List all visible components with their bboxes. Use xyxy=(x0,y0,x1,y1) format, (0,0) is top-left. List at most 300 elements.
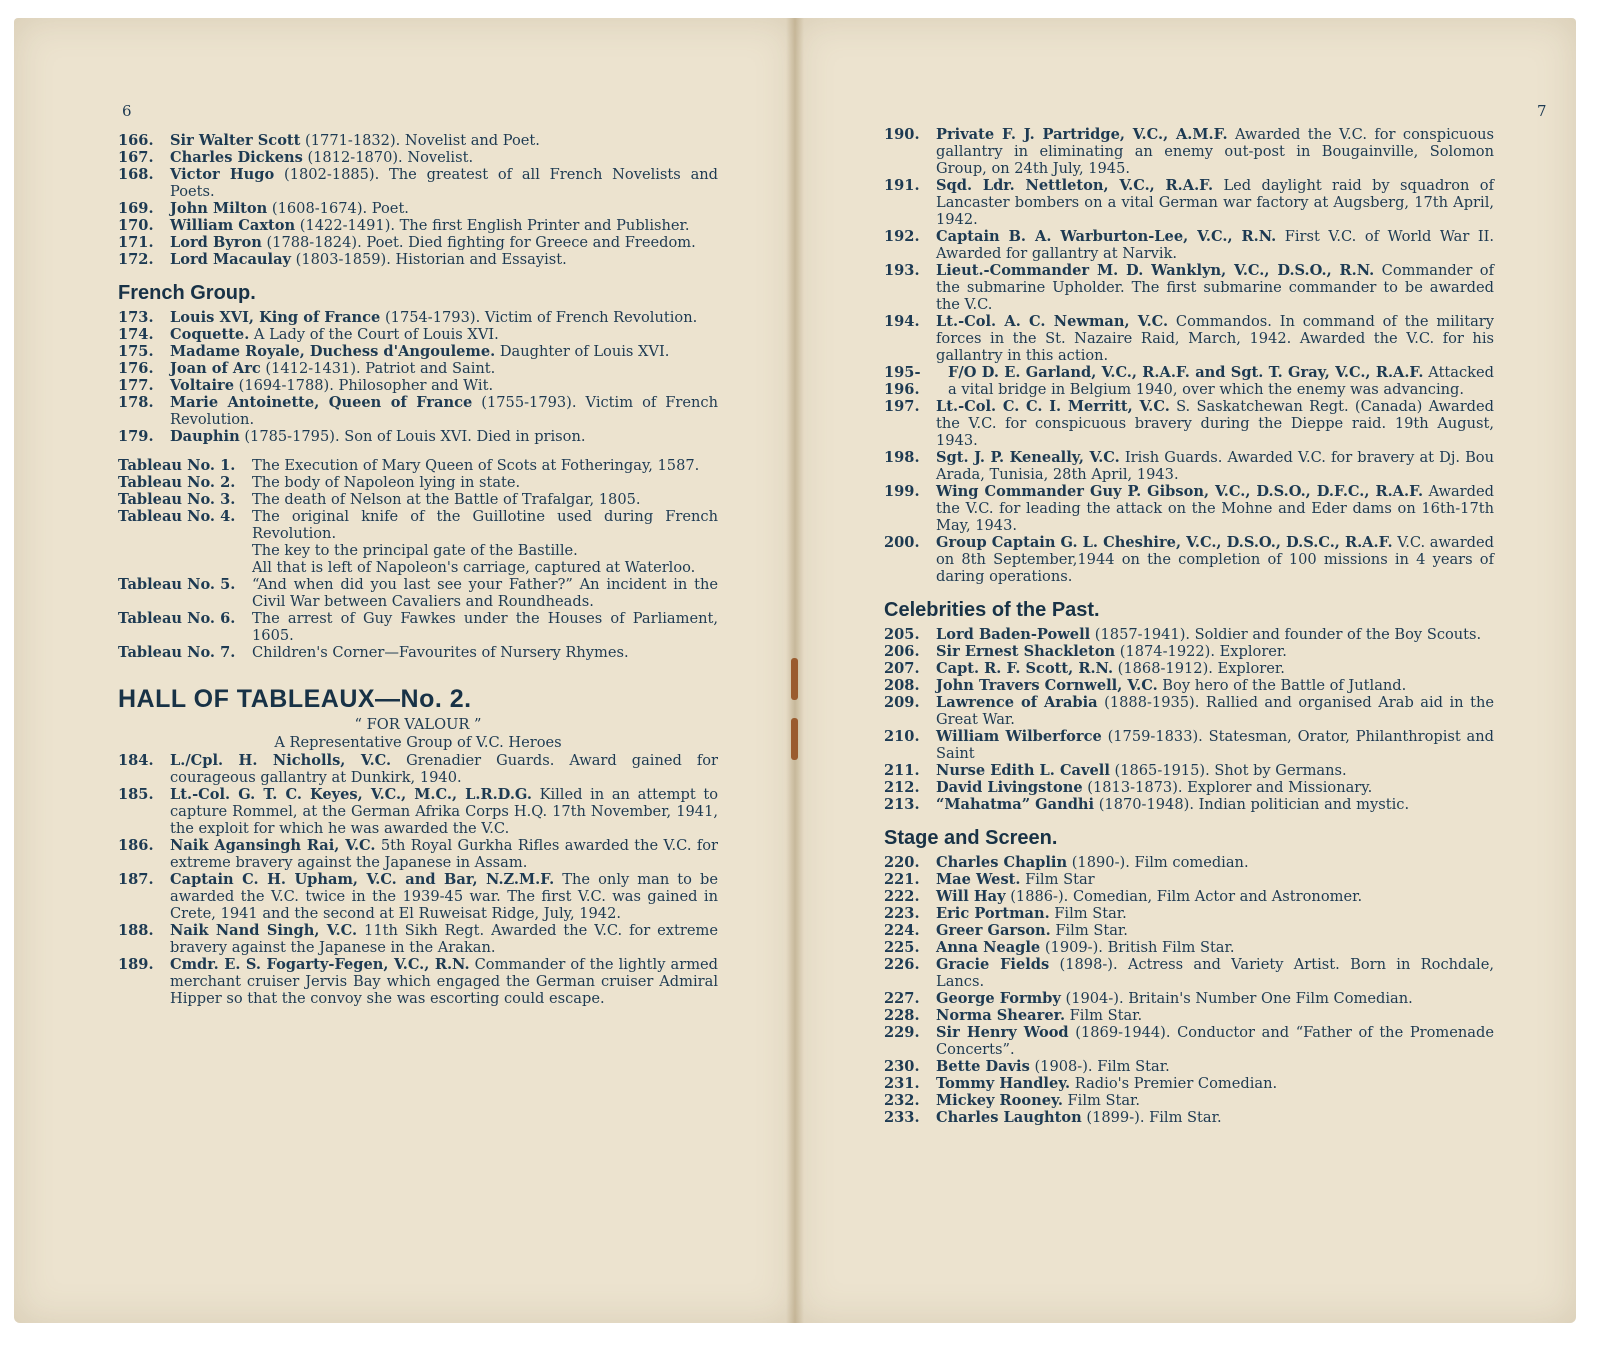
list-item xyxy=(884,728,1494,762)
item-number: 199. xyxy=(884,483,920,500)
item-name: Lt.-Col. A. C. Newman, V.C. xyxy=(936,313,1169,330)
item-text xyxy=(936,871,1494,888)
list-item xyxy=(884,779,1494,796)
item-name: Sir Ernest Shackleton xyxy=(936,643,1116,660)
item-name: Naik Agansingh Rai, V.C. xyxy=(170,837,376,854)
item-text xyxy=(170,377,718,394)
item-number: 228. xyxy=(884,1007,920,1024)
item-name: Naik Nand Singh, V.C. xyxy=(170,922,358,939)
item-number: 198. xyxy=(884,449,920,466)
item-description: (1755-1793). Victim of French Revolution. xyxy=(170,394,718,428)
item-description: Film Star. xyxy=(1049,905,1127,922)
list-item xyxy=(118,837,718,871)
list-item xyxy=(118,377,718,394)
item-number: 167. xyxy=(118,149,154,166)
item-text xyxy=(170,752,718,786)
list-item xyxy=(118,251,718,268)
item-number: 229. xyxy=(884,1024,920,1041)
list-item xyxy=(118,956,718,1007)
tableau-text: The arrest of Guy Fawkes under the Houses of Parliament, 1605. xyxy=(252,610,718,644)
item-number: 208. xyxy=(884,677,920,694)
item-description: (1870-1948). Indian politician and mystic. xyxy=(1094,796,1410,813)
item-text xyxy=(170,837,718,871)
item-description: Commander of the lightly armed merchant cruiser Jervis Bay which engaged the German cruiser Admiral Hipper so that the convoy she was escorting could escape. xyxy=(170,956,719,1007)
item-name: Eric Portman. xyxy=(936,905,1050,922)
item-text xyxy=(936,177,1494,228)
item-number: 170. xyxy=(118,217,154,234)
list-item xyxy=(884,626,1494,643)
tableau-label: Tableau No. 4. xyxy=(118,508,236,525)
list-item xyxy=(118,234,718,251)
list-item xyxy=(884,905,1494,922)
item-name: William Caxton xyxy=(170,217,296,234)
item-name: Lt.-Col. G. T. C. Keyes, V.C., M.C., L.R.D.G. xyxy=(170,786,532,803)
item-name: Marie Antoinette, Queen of France xyxy=(170,394,473,411)
item-name: Coquette. xyxy=(170,326,250,343)
item-name: Charles Dickens xyxy=(170,149,303,166)
item-text xyxy=(170,132,718,149)
tableau-item xyxy=(118,457,718,474)
list-item xyxy=(884,888,1494,905)
tableau-text: The Execution of Mary Queen of Scots at Fotheringay, 1587. xyxy=(252,457,700,474)
list-item xyxy=(118,217,718,234)
french-group-heading: French Group. xyxy=(118,282,256,304)
item-number: 187. xyxy=(118,871,154,888)
item-name: Private F. J. Partridge, V.C., A.M.F. xyxy=(936,126,1228,143)
item-text xyxy=(170,234,718,251)
item-text xyxy=(936,677,1494,694)
item-name: Voltaire xyxy=(170,377,234,394)
item-description: (1890-). Film comedian. xyxy=(1067,854,1249,871)
item-number: 205. xyxy=(884,626,920,643)
item-name: John Travers Cornwell, V.C. xyxy=(936,677,1158,694)
tableau-label: Tableau No. 2. xyxy=(118,474,236,491)
list-item xyxy=(884,398,1494,449)
list-item xyxy=(884,694,1494,728)
item-number: 209. xyxy=(884,694,920,711)
item-name: Lord Macaulay xyxy=(170,251,292,268)
item-text xyxy=(936,888,1494,905)
item-name: Sir Henry Wood xyxy=(936,1024,1069,1041)
item-text xyxy=(936,922,1494,939)
item-text xyxy=(170,309,718,326)
item-text xyxy=(936,1109,1494,1126)
item-name: Wing Commander Guy P. Gibson, V.C., D.S.O., D.F.C., R.A.F. xyxy=(936,483,1424,500)
item-description: (1909-). British Film Star. xyxy=(1040,939,1235,956)
list-item xyxy=(118,394,718,428)
vc-list-right xyxy=(884,126,1494,585)
item-number: 225. xyxy=(884,939,920,956)
item-number: 184. xyxy=(118,752,154,769)
item-number: 206. xyxy=(884,643,920,660)
tableau-item xyxy=(118,474,718,491)
list-item xyxy=(884,126,1494,177)
item-number: 191. xyxy=(884,177,920,194)
item-text xyxy=(936,534,1494,585)
item-text xyxy=(936,1075,1494,1092)
list-item xyxy=(118,326,718,343)
item-name: Lawrence of Arabia xyxy=(936,694,1098,711)
list-item xyxy=(884,534,1494,585)
item-name: Lieut.-Commander M. D. Wanklyn, V.C., D.S.O., R.N. xyxy=(936,262,1375,279)
item-description: Led daylight raid by squadron of Lancaster bombers on a vital German war factory at Augsberg, 17th April, 1942. xyxy=(936,177,1494,228)
list-item xyxy=(884,1109,1494,1126)
item-name: Captain C. H. Upham, V.C. and Bar, N.Z.M.F. xyxy=(170,871,555,888)
list-item xyxy=(884,762,1494,779)
item-description: (1759-1833). Statesman, Orator, Philanthropist and Saint xyxy=(936,728,1494,762)
stage-list xyxy=(884,854,1494,1126)
item-name: Joan of Arc xyxy=(170,360,261,377)
tableau-item xyxy=(118,491,718,508)
item-description: Awarded the V.C. for conspicuous gallantry in eliminating an enemy out-post in Bougainville, Solomon Group, on 24th July, 1945. xyxy=(936,126,1494,177)
item-description: (1422-1491). The first English Printer and Publisher. xyxy=(295,217,690,234)
item-number: 176. xyxy=(118,360,154,377)
item-text xyxy=(170,871,718,922)
item-text xyxy=(170,922,718,956)
item-description: Killed in an attempt to capture Rommel, at the German Afrika Corps H.Q. 17th November, 1941, the exploit for which he was awarded the V.C. xyxy=(170,786,718,837)
item-text xyxy=(948,364,1494,398)
item-number: 193. xyxy=(884,262,920,279)
item-number: 194. xyxy=(884,313,920,330)
list-item xyxy=(884,449,1494,483)
list-item xyxy=(884,660,1494,677)
item-description: (1812-1870). Novelist. xyxy=(302,149,474,166)
item-number: 233. xyxy=(884,1109,920,1126)
item-description: Boy hero of the Battle of Jutland. xyxy=(1157,677,1407,694)
item-number: 207. xyxy=(884,660,920,677)
item-text xyxy=(170,166,718,200)
item-text xyxy=(936,313,1494,364)
item-name: Group Captain G. L. Cheshire, V.C., D.S.O., D.S.C., R.A.F. xyxy=(936,534,1393,551)
item-name: “Mahatma” Gandhi xyxy=(936,796,1095,813)
item-number: 200. xyxy=(884,534,920,551)
tableau-label: Tableau No. 3. xyxy=(118,491,236,508)
item-description: (1908-). Film Star. xyxy=(1029,1058,1170,1075)
item-name: Mickey Rooney. xyxy=(936,1092,1063,1109)
tableaux-list-b xyxy=(118,576,718,661)
item-number: 231. xyxy=(884,1075,920,1092)
item-name: L./Cpl. H. Nicholls, V.C. xyxy=(170,752,392,769)
item-number: 192. xyxy=(884,228,920,245)
booklet-spread xyxy=(14,18,1576,1323)
item-name: Sqd. Ldr. Nettleton, V.C., R.A.F. xyxy=(936,177,1214,194)
list-item xyxy=(884,1058,1494,1075)
celebrities-list xyxy=(884,626,1494,813)
item-description: Film Star. xyxy=(1065,1007,1143,1024)
item-text xyxy=(936,1058,1494,1075)
item-number: 195-196. xyxy=(884,364,921,398)
list-item xyxy=(118,149,718,166)
list-item xyxy=(118,166,718,200)
list-item xyxy=(118,200,718,217)
item-text xyxy=(936,626,1494,643)
item-description: 11th Sikh Regt. Awarded the V.C. for extreme bravery against the Japanese in the Arakan. xyxy=(170,922,718,956)
list-item xyxy=(118,871,718,922)
item-name: David Livingstone xyxy=(936,779,1083,796)
item-description: Commander of the submarine Upholder. The first submarine commander to be awarded the V.C. xyxy=(936,262,1494,313)
item-number: 169. xyxy=(118,200,154,217)
item-description: (1694-1788). Philosopher and Wit. xyxy=(233,377,494,394)
page-number-left: 6 xyxy=(122,102,132,120)
item-number: 166. xyxy=(118,132,154,149)
item-number: 179. xyxy=(118,428,154,445)
list-item xyxy=(118,752,718,786)
item-text xyxy=(936,1007,1494,1024)
list-item xyxy=(884,796,1494,813)
list-item xyxy=(884,1024,1494,1058)
list-item xyxy=(884,483,1494,534)
tableau-item xyxy=(118,644,718,661)
item-name: Sir Walter Scott xyxy=(170,132,301,149)
item-number: 230. xyxy=(884,1058,920,1075)
item-description: V.C. awarded on 8th September,1944 on the completion of 100 missions in 4 years of daring operations. xyxy=(936,534,1494,585)
list-item xyxy=(118,922,718,956)
item-description: Awarded the V.C. for leading the attack on the Mohne and Eder dams on 16th-17th May, 1943. xyxy=(936,483,1494,534)
item-text xyxy=(170,360,718,377)
list-item xyxy=(884,956,1494,990)
item-number: 221. xyxy=(884,871,920,888)
item-text xyxy=(170,394,718,428)
item-number: 232. xyxy=(884,1092,920,1109)
item-number: 220. xyxy=(884,854,920,871)
item-text xyxy=(936,956,1494,990)
item-number: 213. xyxy=(884,796,920,813)
list-item xyxy=(884,939,1494,956)
list-item xyxy=(884,871,1494,888)
item-number: 226. xyxy=(884,956,920,973)
list-item xyxy=(118,786,718,837)
item-description: (1869-1944). Conductor and “Father of the Promenade Concerts”. xyxy=(936,1024,1494,1058)
tableau-text: The death of Nelson at the Battle of Trafalgar, 1805. xyxy=(252,491,641,508)
list-item xyxy=(884,677,1494,694)
item-number: 210. xyxy=(884,728,920,745)
list-item xyxy=(884,854,1494,871)
item-description: (1754-1793). Victim of French Revolution. xyxy=(380,309,698,326)
item-name: Lord Byron xyxy=(170,234,262,251)
item-text xyxy=(936,779,1494,796)
item-name: Captain B. A. Warburton-Lee, V.C., R.N. xyxy=(936,228,1277,245)
item-text xyxy=(936,762,1494,779)
item-name: William Wilberforce xyxy=(936,728,1102,745)
item-description: First V.C. of World War II. Awarded for gallantry at Narvik. xyxy=(936,228,1494,262)
item-number: 212. xyxy=(884,779,920,796)
item-number: 223. xyxy=(884,905,920,922)
item-text xyxy=(936,228,1494,262)
item-text xyxy=(936,939,1494,956)
list-item xyxy=(118,309,718,326)
item-text xyxy=(170,200,718,217)
item-name: Norma Shearer. xyxy=(936,1007,1066,1024)
item-number: 227. xyxy=(884,990,920,1007)
item-description: S. Saskatchewan Regt. (Canada) Awarded the V.C. for conspicuous bravery during the Dieppe raid. 19th August, 1943. xyxy=(936,398,1494,449)
item-name: Cmdr. E. S. Fogarty-Fegen, V.C., R.N. xyxy=(170,956,470,973)
item-text xyxy=(936,796,1494,813)
item-name: Madame Royale, Duchess d'Angouleme. xyxy=(170,343,496,360)
tableau-4-extra xyxy=(118,542,718,576)
item-description: (1899-). Film Star. xyxy=(1081,1109,1222,1126)
celebrities-heading: Celebrities of the Past. xyxy=(884,599,1100,621)
item-description: (1865-1915). Shot by Germans. xyxy=(1109,762,1347,779)
item-text xyxy=(936,905,1494,922)
item-number: 224. xyxy=(884,922,920,939)
item-name: Louis XVI, King of France xyxy=(170,309,381,326)
item-text xyxy=(936,262,1494,313)
tableau-item xyxy=(118,610,718,644)
list-item xyxy=(118,428,718,445)
item-number: 168. xyxy=(118,166,154,183)
item-text xyxy=(936,660,1494,677)
item-description: (1874-1922). Explorer. xyxy=(1115,643,1287,660)
item-text xyxy=(170,217,718,234)
item-description: The only man to be awarded the V.C. twice in the 1939-45 war. The first V.C. was gained in Crete, 1941 and the second at El Ruweisat Ridge, July, 1942. xyxy=(170,871,718,922)
item-number: 197. xyxy=(884,398,920,415)
item-name: Gracie Fields xyxy=(936,956,1050,973)
item-number: 173. xyxy=(118,309,154,326)
item-name: Capt. R. F. Scott, R.N. xyxy=(936,660,1114,677)
item-text xyxy=(936,126,1494,177)
item-number: 178. xyxy=(118,394,154,411)
stage-heading: Stage and Screen. xyxy=(884,827,1058,849)
item-text xyxy=(936,694,1494,728)
list-item xyxy=(884,177,1494,228)
item-name: Dauphin xyxy=(170,428,240,445)
list-item xyxy=(884,1092,1494,1109)
item-text xyxy=(936,990,1494,1007)
tableau-text: The original knife of the Guillotine used during French Revolution. xyxy=(252,508,718,542)
item-description: (1771-1832). Novelist and Poet. xyxy=(300,132,540,149)
list-item xyxy=(884,262,1494,313)
item-name: Lt.-Col. C. C. I. Merritt, V.C. xyxy=(936,398,1170,415)
item-text xyxy=(936,1092,1494,1109)
item-name: Nurse Edith L. Cavell xyxy=(936,762,1110,779)
tableau-extra-line: The key to the principal gate of the Bastille. xyxy=(252,542,578,559)
item-number: 171. xyxy=(118,234,154,251)
item-number: 185. xyxy=(118,786,154,803)
right-column xyxy=(884,126,1494,1126)
item-text xyxy=(936,483,1494,534)
item-number: 188. xyxy=(118,922,154,939)
item-description: (1788-1824). Poet. Died fighting for Greece and Freedom. xyxy=(261,234,696,251)
item-name: Anna Neagle xyxy=(936,939,1041,956)
item-description: Attacked a vital bridge in Belgium 1940, over which the enemy was advancing. xyxy=(948,364,1494,398)
item-number: 222. xyxy=(884,888,920,905)
item-name: Victor Hugo xyxy=(170,166,275,183)
list-item xyxy=(884,1075,1494,1092)
item-name: John Milton xyxy=(170,200,268,217)
list-item xyxy=(118,343,718,360)
item-text xyxy=(936,398,1494,449)
item-description: (1802-1885). The greatest of all French Novelists and Poets. xyxy=(170,166,719,200)
item-number: 175. xyxy=(118,343,154,360)
item-text xyxy=(170,251,718,268)
item-name: Will Hay xyxy=(936,888,1006,905)
item-description: (1904-). Britain's Number One Film Comedian. xyxy=(1060,990,1413,1007)
item-text xyxy=(170,956,718,1007)
list-item xyxy=(884,1007,1494,1024)
left-column xyxy=(118,132,718,1007)
novelists-list xyxy=(118,132,718,268)
item-name: Lord Baden-Powell xyxy=(936,626,1091,643)
item-name: Tommy Handley. xyxy=(936,1075,1071,1092)
item-text xyxy=(170,343,718,360)
item-text xyxy=(170,786,718,837)
item-description: (1803-1859). Historian and Essayist. xyxy=(291,251,567,268)
french-group-list xyxy=(118,309,718,445)
item-description: (1888-1935). Rallied and organised Arab aid in the Great War. xyxy=(936,694,1494,728)
staple-top xyxy=(791,658,798,700)
list-item xyxy=(884,643,1494,660)
item-text xyxy=(936,1024,1494,1058)
item-name: Mae West. xyxy=(936,871,1021,888)
item-number: 172. xyxy=(118,251,154,268)
tableaux-list xyxy=(118,457,718,542)
staple-bottom xyxy=(791,718,798,760)
item-number: 174. xyxy=(118,326,154,343)
item-name: George Formby xyxy=(936,990,1061,1007)
list-item xyxy=(884,313,1494,364)
tableau-label: Tableau No. 7. xyxy=(118,644,236,661)
item-description: (1608-1674). Poet. xyxy=(267,200,409,217)
list-item xyxy=(884,990,1494,1007)
tableau-text: Children's Corner—Favourites of Nursery Rhymes. xyxy=(252,644,629,661)
item-description: Commandos. In command of the military forces in the St. Nazaire Raid, March, 1942. Awarded the V.C. for his gallantry in this action. xyxy=(936,313,1494,364)
list-item xyxy=(118,360,718,377)
item-name: Bette Davis xyxy=(936,1058,1030,1075)
item-description: (1412-1431). Patriot and Saint. xyxy=(260,360,496,377)
list-item xyxy=(884,364,1494,398)
item-name: Charles Laughton xyxy=(936,1109,1082,1126)
item-description: Irish Guards. Awarded V.C. for bravery at Dj. Bou Arada, Tunisia, 28th April, 1943. xyxy=(936,449,1494,483)
item-description: 5th Royal Gurkha Rifles awarded the V.C. for extreme bravery against the Japanese in Assam. xyxy=(170,837,718,871)
item-number: 186. xyxy=(118,837,154,854)
list-item xyxy=(118,132,718,149)
tableau-extra-line: All that is left of Napoleon's carriage, captured at Waterloo. xyxy=(252,559,696,576)
tableau-text: The body of Napoleon lying in state. xyxy=(252,474,521,491)
item-description: (1868-1912). Explorer. xyxy=(1113,660,1285,677)
item-name: Charles Chaplin xyxy=(936,854,1068,871)
item-description: A Lady of the Court of Louis XVI. xyxy=(249,326,499,343)
item-number: 190. xyxy=(884,126,920,143)
list-item xyxy=(884,922,1494,939)
item-description: Radio's Premier Comedian. xyxy=(1070,1075,1278,1092)
item-description: (1898-). Actress and Variety Artist. Born in Rochdale, Lancs. xyxy=(936,956,1494,990)
item-text xyxy=(170,326,718,343)
tableau-text: “And when did you last see your Father?” An incident in the Civil War between Cavaliers and Roundheads. xyxy=(252,576,718,610)
tableau-label: Tableau No. 6. xyxy=(118,610,236,627)
item-number: 211. xyxy=(884,762,920,779)
item-text xyxy=(936,728,1494,762)
item-text xyxy=(936,643,1494,660)
item-name: Greer Garson. xyxy=(936,922,1051,939)
item-text xyxy=(936,854,1494,871)
tableau-label: Tableau No. 1. xyxy=(118,457,236,474)
item-text xyxy=(170,149,718,166)
item-description: (1886-). Comedian, Film Actor and Astronomer. xyxy=(1005,888,1363,905)
item-name: Sgt. J. P. Keneally, V.C. xyxy=(936,449,1120,466)
item-description: (1785-1795). Son of Louis XVI. Died in prison. xyxy=(239,428,586,445)
item-description: Film Star xyxy=(1020,871,1095,888)
item-name: F/O D. E. Garland, V.C., R.A.F. and Sgt. T. Gray, V.C., R.A.F. xyxy=(948,364,1424,381)
item-number: 177. xyxy=(118,377,154,394)
page-number-right: 7 xyxy=(1537,102,1547,120)
hall-heading: HALL OF TABLEAUX—No. 2. xyxy=(118,685,472,713)
list-item xyxy=(884,228,1494,262)
item-description: Film Star. xyxy=(1050,922,1128,939)
item-description: (1857-1941). Soldier and founder of the Boy Scouts. xyxy=(1090,626,1482,643)
tableau-label: Tableau No. 5. xyxy=(118,576,236,593)
hall-description: A Representative Group of V.C. Heroes xyxy=(274,734,562,751)
item-description: Daughter of Louis XVI. xyxy=(495,343,670,360)
